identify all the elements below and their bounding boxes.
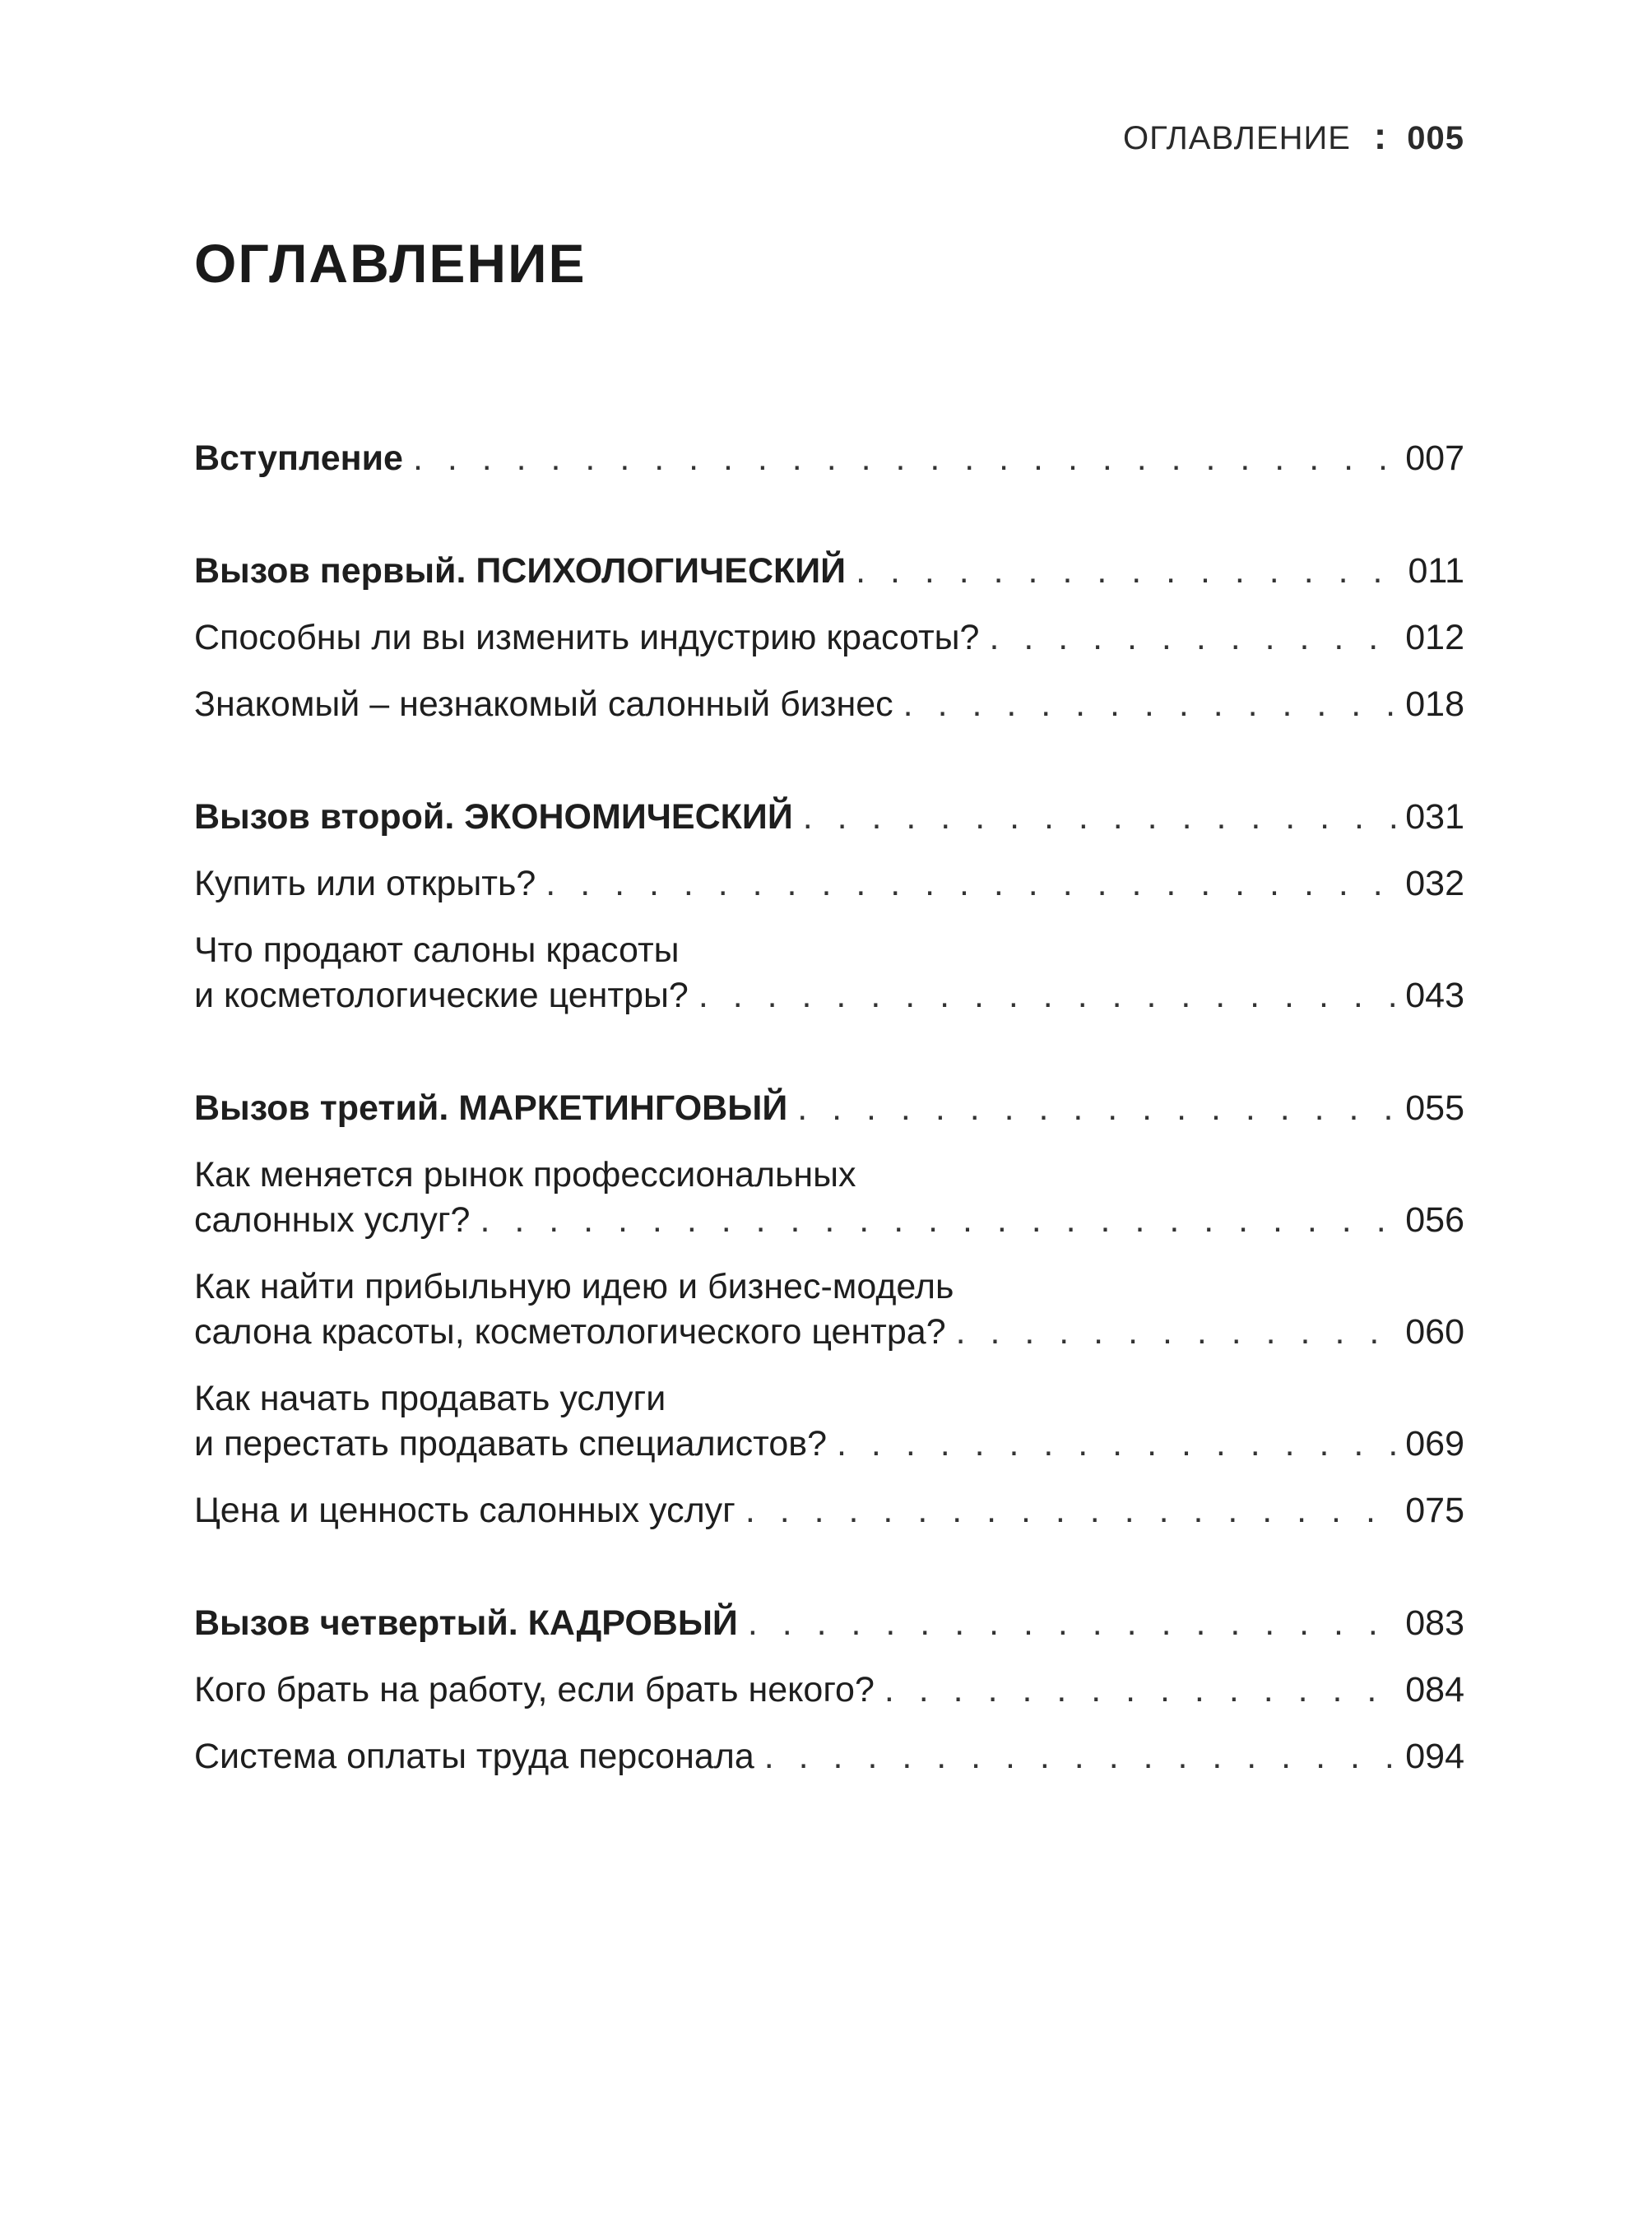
toc-section (194, 1601, 1464, 1779)
toc-entry-title-line: Знакомый – незнакомый салонный бизнес (194, 684, 893, 724)
toc-entry-title-line: салонных услуг? (194, 1200, 471, 1240)
table-of-contents (194, 436, 1464, 1847)
toc-entry-page-number: 032 (1405, 864, 1464, 903)
running-header-title: ОГЛАВЛЕНИЕ (1122, 120, 1351, 156)
toc-entry-title-line: Что продают салоны красоты (194, 930, 680, 970)
toc-item-entry[interactable] (194, 682, 1464, 727)
dot-leader (745, 1488, 1395, 1533)
toc-section (194, 795, 1464, 1018)
dot-leader (803, 795, 1396, 840)
toc-entry-page-number: 012 (1405, 618, 1464, 657)
toc-entry-page-number: 084 (1405, 1670, 1464, 1709)
toc-item-entry[interactable] (194, 1264, 1464, 1355)
toc-item-entry[interactable] (194, 1376, 1464, 1467)
dot-leader (545, 861, 1395, 907)
toc-entry-page-number: 011 (1408, 551, 1464, 591)
dot-leader (698, 973, 1395, 1018)
toc-entry-title-line: Вызов первый. ПСИХОЛОГИЧЕСКИЙ (194, 551, 847, 591)
dot-leader (797, 1086, 1395, 1131)
toc-chapter-entry[interactable] (194, 795, 1464, 840)
toc-entry-title-line: Как начать продавать услуги (194, 1379, 666, 1418)
toc-entry-page-number: 056 (1405, 1200, 1464, 1240)
toc-entry-page-number: 060 (1405, 1312, 1464, 1352)
toc-entry-title-line: Как найти прибыльную идею и бизнес-модель (194, 1267, 954, 1306)
dot-leader (764, 1734, 1395, 1779)
dot-leader (903, 682, 1396, 727)
toc-item-entry[interactable] (194, 1668, 1464, 1713)
toc-entry-title-line: Купить или открыть? (194, 864, 536, 903)
toc-entry-page-number: 069 (1405, 1424, 1464, 1464)
toc-item-entry[interactable] (194, 861, 1464, 907)
toc-item-entry[interactable] (194, 1153, 1464, 1243)
toc-entry-title-line: и косметологические центры? (194, 976, 689, 1015)
toc-entry-page-number: 043 (1405, 976, 1464, 1015)
dot-leader (956, 1310, 1396, 1355)
toc-entry-title-line: салона красоты, косметологического центра? (194, 1312, 946, 1352)
dot-leader (884, 1668, 1395, 1713)
toc-item-entry[interactable] (194, 1734, 1464, 1779)
toc-section (194, 549, 1464, 727)
toc-section (194, 1086, 1464, 1533)
toc-entry-title-line: Вступление (194, 438, 403, 478)
toc-chapter-entry[interactable] (194, 1601, 1464, 1646)
toc-entry-title-line: Система оплаты труда персонала (194, 1737, 754, 1776)
toc-chapter-entry[interactable] (194, 436, 1464, 481)
toc-section (194, 436, 1464, 481)
dot-leader (989, 615, 1395, 661)
toc-entry-title-line: и перестать продавать специалистов? (194, 1424, 828, 1464)
toc-entry-title-line: Способны ли вы изменить индустрию красоты? (194, 618, 980, 657)
toc-chapter-entry[interactable] (194, 549, 1464, 594)
dot-leader (856, 549, 1398, 594)
toc-entry-title-line: Как меняется рынок профессиональных (194, 1155, 856, 1195)
toc-entry-page-number: 083 (1405, 1603, 1464, 1643)
toc-entry-title-line: Цена и ценность салонных услуг (194, 1491, 736, 1530)
running-header (1123, 114, 1464, 158)
toc-entry-title-line: Кого брать на работу, если брать некого? (194, 1670, 875, 1709)
toc-entry-title-line: Вызов четвертый. КАДРОВЫЙ (194, 1603, 738, 1643)
running-header-page-number: 005 (1407, 120, 1464, 156)
toc-entry-page-number: 007 (1405, 438, 1464, 478)
dot-leader (413, 436, 1395, 481)
toc-entry-page-number: 055 (1405, 1088, 1464, 1128)
toc-item-entry[interactable] (194, 615, 1464, 661)
dot-leader (480, 1198, 1395, 1243)
toc-entry-page-number: 094 (1405, 1737, 1464, 1776)
page-title: ОГЛАВЛЕНИЕ (194, 233, 587, 294)
dot-leader (837, 1422, 1395, 1467)
toc-entry-page-number: 018 (1405, 684, 1464, 724)
toc-entry-page-number: 075 (1405, 1491, 1464, 1530)
dot-leader (748, 1601, 1395, 1646)
toc-entry-title-line: Вызов третий. МАРКЕТИНГОВЫЙ (194, 1088, 788, 1128)
toc-item-entry[interactable] (194, 928, 1464, 1018)
toc-item-entry[interactable] (194, 1488, 1464, 1533)
running-header-separator: : (1373, 114, 1388, 157)
toc-chapter-entry[interactable] (194, 1086, 1464, 1131)
toc-entry-page-number: 031 (1405, 797, 1464, 837)
toc-entry-title-line: Вызов второй. ЭКОНОМИЧЕСКИЙ (194, 797, 793, 837)
